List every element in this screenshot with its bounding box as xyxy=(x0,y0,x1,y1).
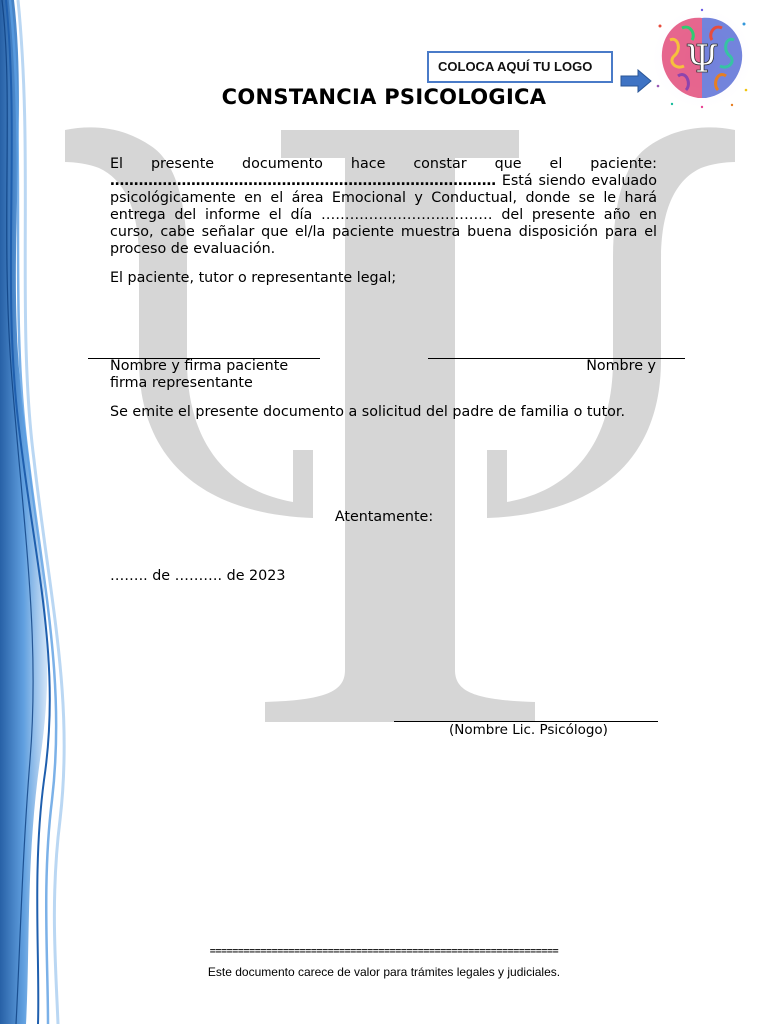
document-title: CONSTANCIA PSICOLOGICA xyxy=(221,85,547,109)
svg-text:Ψ: Ψ xyxy=(685,37,719,81)
footer-disclaimer: Este documento carece de valor para trámites legales y judiciales. xyxy=(207,965,561,979)
footer-divider: ============================================================== xyxy=(209,946,559,957)
paragraph-consent xyxy=(110,156,657,258)
patient-name-blank: ……………………………………………………………………… xyxy=(110,173,497,189)
signature-label-representative-b: firma representante xyxy=(110,375,253,391)
paragraph-legal-rep: El paciente, tutor o representante legal; xyxy=(110,270,397,286)
logo-placeholder-box: COLOCA AQUÍ TU LOGO xyxy=(427,51,613,83)
closing-text: Atentamente: xyxy=(334,509,434,525)
signature-label-patient: Nombre y firma paciente xyxy=(110,358,289,374)
signature-label-representative-a: Nombre y xyxy=(586,358,656,374)
paragraph-consent-line1: El presente documento hace constar que el paciente: xyxy=(110,156,657,172)
paragraph-request: Se emite el presente documento a solicitud del padre de familia o tutor. xyxy=(110,404,626,420)
psychologist-name-label: (Nombre Lic. Psicólogo) xyxy=(449,722,608,738)
paragraph-consent-rest: Está siendo evaluado psicológicamente en el área Emocional y Conductual, donde se le hará entrega del informe el día ……………………………… del presente año en curso, cabe señalar que el/la paciente muestra buena disposición para el proceso de evaluación. xyxy=(110,173,657,257)
date-line: …….. de ………. de 2023 xyxy=(110,568,286,584)
